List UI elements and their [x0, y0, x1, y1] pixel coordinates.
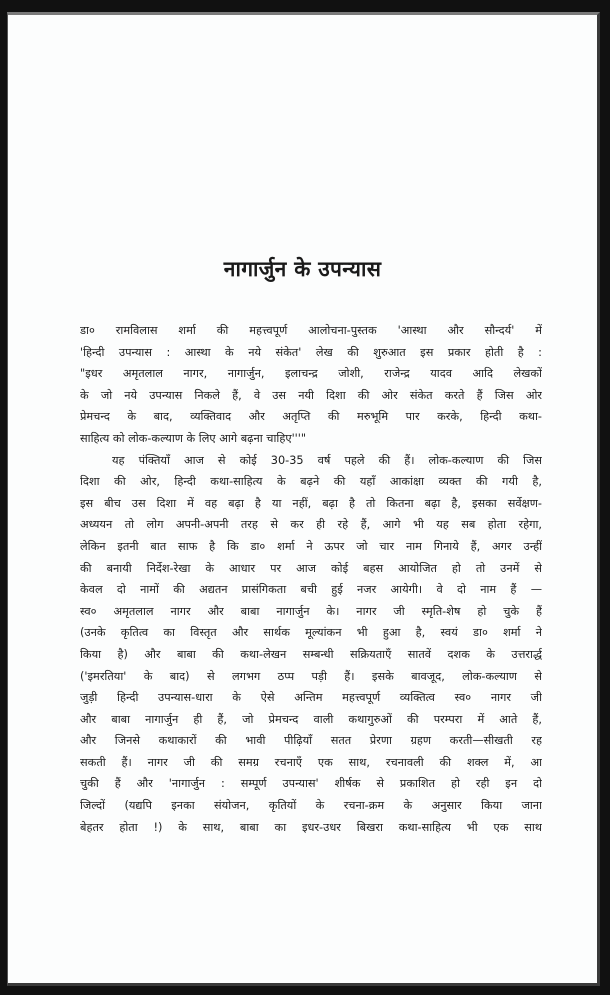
text-line: "इधर अमृतलाल नागर, नागार्जुन, इलाचन्द्र जोशी, राजेन्द्र यादव आदि लेखकों	[80, 367, 542, 381]
text-line: (उनके कृतित्व का विस्तृत और सार्थक मूल्यांकन भी हुआ है, स्वयं डा० शर्मा ने	[80, 626, 542, 640]
chapter-title: नागार्जुन के उपन्यास	[223, 257, 382, 281]
text-line: बेहतर होता !) के साथ, बाबा का इधर-उधर बिखरा कथा-साहित्य भी एक साथ	[80, 820, 542, 834]
text-line: 'हिन्दी उपन्यास : आस्था के नये संकेत' लेख की शुरुआत इस प्रकार होती है :	[80, 345, 542, 359]
text-line: लेकिन इतनी बात साफ है कि डा० शर्मा ने ऊपर जो चार नाम गिनाये हैं, अगर उन्हीं	[80, 539, 542, 553]
scanned-page	[7, 12, 600, 986]
text-line: किया है) और बाबा की कथा-लेखन सम्बन्धी सक्रियताएँ सातवें दशक के उत्तरार्द्ध	[80, 647, 542, 661]
text-line: जिल्दों (यद्यपि इनका संयोजन, कृतियों के रचना-क्रम के अनुसार किया जाना	[80, 799, 542, 813]
text-line: चुकी हैं और 'नागार्जुन : सम्पूर्ण उपन्यास' शीर्षक से प्रकाशित हो रही इन दो	[80, 777, 542, 791]
text-line: डा० रामविलास शर्मा की महत्त्वपूर्ण आलोचना-पुस्तक 'आस्था और सौन्दर्य' में	[80, 324, 542, 337]
text-line: और बाबा नागार्जुन ही हैं, जो प्रेमचन्द वाली कथागुरुओं की परम्परा में आते हैं,	[80, 712, 542, 726]
body-text	[80, 320, 542, 838]
text-line: अध्ययन तो लोग अपनी-अपनी तरह से कर ही रहे हैं, आगे भी यह सब होता रहेगा,	[80, 518, 542, 532]
text-line: सकती हैं। नागर जी की समग्र रचनाएँ एक साथ, रचनावली की शक्ल में, आ	[80, 755, 542, 769]
text-line: जुड़ी हिन्दी उपन्यास-धारा के ऐसे अन्तिम महत्त्वपूर्ण व्यक्तित्व स्व० नागर जी	[80, 691, 542, 705]
text-line: दिशा की ओर, हिन्दी कथा-साहित्य के बढ़ने की यहाँ आकांक्षा व्यक्त की गयी है,	[80, 475, 542, 489]
text-line: की बनायी निर्देश-रेखा के आधार पर आज कोई बहस आयोजित हो तो उनमें से	[80, 561, 542, 575]
text-line: केवल दो नामों की अद्यतन प्रासंगिकता बची हुई नजर आयेगी। वे दो नाम हैं —	[80, 583, 542, 597]
text-line: प्रेमचन्द के बाद, व्यक्तिवाद और अतृप्ति की मरुभूमि पार करके, हिन्दी कथा-	[80, 410, 542, 424]
text-line: ('इमरतिया' के बाद) से लगभग ठप्प पड़ी हैं। इसके बावजूद, लोक-कल्याण से	[80, 669, 542, 683]
text-line: साहित्य को लोक-कल्याण के लिए आगे बढ़ना चाहिए'''"	[80, 431, 307, 445]
text-line: स्व० अमृतलाल नागर और बाबा नागार्जुन के। नागर जी स्मृति-शेष हो चुके हैं	[80, 604, 542, 618]
text-line: और जिनसे कथाकारों की भावी पीढ़ियाँ सतत प्रेरणा ग्रहण करती—सीखती रह	[80, 734, 542, 748]
text-line: यह पंक्तियाँ आज से कोई 30-35 वर्ष पहले की हैं। लोक-कल्याण की जिस	[112, 453, 542, 467]
text-line: के जो नये उपन्यास निकले हैं, वे उस नयी दिशा की ओर संकेत करते हैं जिस ओर	[80, 388, 542, 402]
text-line: इस बीच उस दिशा में वह बढ़ा है या नहीं, बढ़ा है तो कितना बढ़ा है, इसका सर्वेक्षण-	[80, 496, 542, 510]
